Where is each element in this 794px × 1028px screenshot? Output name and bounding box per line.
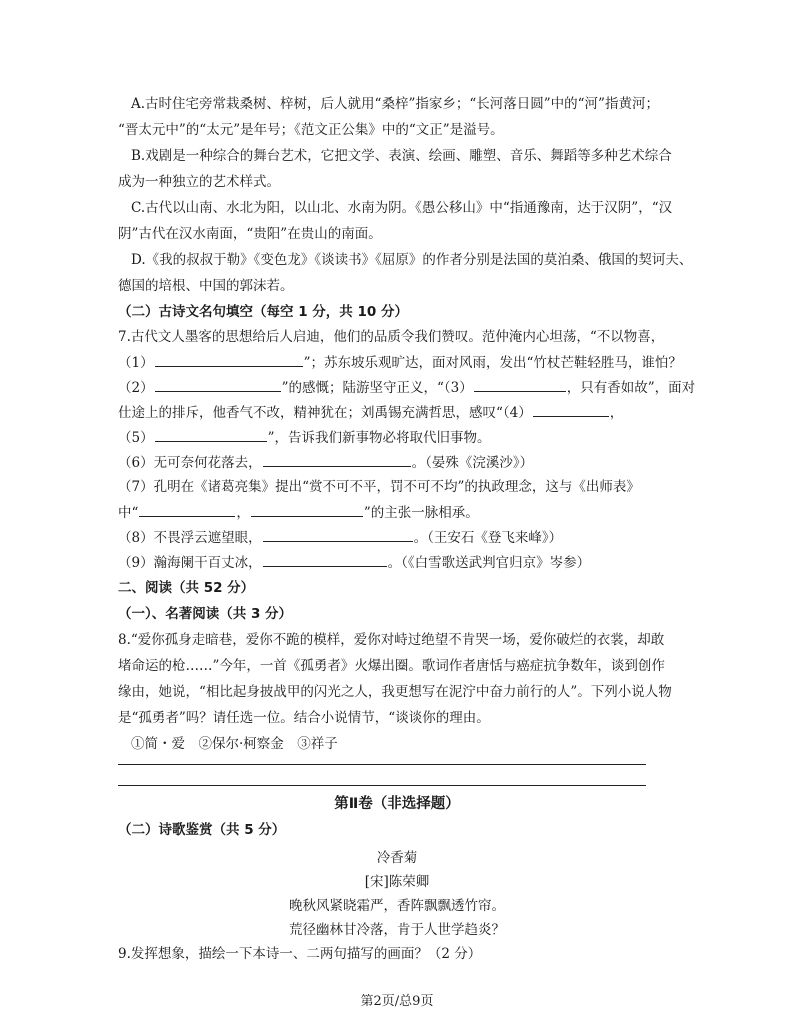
answer-line-1[interactable] bbox=[118, 764, 646, 765]
q6-option-d-line1: D.《我的叔叔于勒》《变色龙》《谈读书》《屈原》的作者分别是法国的莫泊桑、俄国的契诃夫、 bbox=[131, 252, 693, 268]
q7-line-4 bbox=[118, 427, 491, 448]
q7-text-6: ”，告诉我们新事物必将取代旧事物。 bbox=[267, 430, 491, 446]
answer-line-2[interactable] bbox=[118, 785, 646, 786]
section-heading-poetry: （二）诗歌鉴赏（共 5 分） bbox=[118, 822, 286, 838]
section-heading-fill-in: （二）古诗文名句填空（每空 1 分，共 10 分） bbox=[118, 304, 408, 320]
poem-author: [宋]陈荣卿 bbox=[364, 874, 430, 890]
q7-label-5: （5） bbox=[118, 430, 154, 446]
q7-text-9: 中“ bbox=[118, 505, 139, 521]
q9-question: 9.发挥想象，描绘一下本诗一、二两句描写的画面？（2 分） bbox=[118, 946, 482, 962]
q8-line-1: 8.“爱你孤身走暗巷，爱你不跪的模样，爱你对峙过绝望不肯哭一场，爱你破烂的衣裳，却敢 bbox=[118, 632, 665, 648]
volume-title: 第Ⅱ卷（非选择题） bbox=[334, 796, 460, 812]
q7-text-4: 仕途上的排斥，他香气不改，精神犹在；刘禹锡充满哲思，感叹“（4） bbox=[118, 405, 532, 421]
q6-option-a-line2: “晋太元中”的“太元”是年号；《范文正公集》中的“文正”是溢号。 bbox=[118, 122, 504, 138]
q6-option-b-line2: 成为一种独立的艺术样式。 bbox=[118, 174, 280, 190]
answer-blank-9[interactable] bbox=[263, 527, 413, 542]
q7-line-8 bbox=[118, 527, 562, 548]
q7-text-7: （6）无可奈何花落去， bbox=[118, 455, 262, 471]
q7-text-1: ”；苏东坡乐观旷达，面对风雨，发出“竹杖芒鞋轻胜马，谁怕？ bbox=[303, 355, 682, 371]
answer-blank-7[interactable] bbox=[139, 502, 235, 517]
q8-line-2: 堵命运的枪……”今年，一首《孤勇者》火爆出圈。歌词作者唐恬与癌症抗争数年，谈到创作 bbox=[118, 658, 665, 674]
q7-line-7 bbox=[118, 502, 479, 523]
q7-line-6: （7）孔明在《诸葛亮集》提出“赏不可不平，罚不可不均”的执政理念，这与《出师表》 bbox=[118, 479, 640, 495]
page-footer: 第2页/总9页 bbox=[360, 994, 434, 1009]
q7-text-10: ， bbox=[236, 505, 250, 521]
answer-blank-3[interactable] bbox=[474, 377, 566, 392]
q6-option-c-line1: C.古代以山南、水北为阳，以山北、水南为阴。《愚公移山》中“指通豫南，达于汉阴”，“汉 bbox=[131, 200, 673, 216]
q8-line-3: 缘由，她说，“相比起身披战甲的闪光之人，我更想写在泥泞中奋力前行的人”。下列小说人物 bbox=[118, 684, 672, 700]
q8-line-4: 是“孤勇者”吗？请任选一位。结合小说情节，“谈谈你的理由。 bbox=[118, 710, 490, 726]
answer-blank-8[interactable] bbox=[251, 502, 363, 517]
q8-options: ①简・爱 ②保尔·柯察金 ③祥子 bbox=[131, 736, 338, 752]
answer-blank-5[interactable] bbox=[155, 427, 267, 442]
q7-text-14: （9）瀚海阑干百丈冰， bbox=[118, 555, 262, 571]
q7-text-11: ”的主张一脉相承。 bbox=[363, 505, 479, 521]
answer-blank-2[interactable] bbox=[155, 377, 281, 392]
q6-option-d-line2: 德国的培根、中国的郭沫若。 bbox=[118, 278, 294, 294]
q7-text-12: （8）不畏浮云遮望眼， bbox=[118, 530, 262, 546]
q7-label-1: （1） bbox=[118, 355, 154, 371]
q7-line-2 bbox=[118, 377, 695, 398]
q7-text-13: 。（王安石《登飞来峰》） bbox=[413, 530, 563, 546]
answer-blank-1[interactable] bbox=[155, 352, 303, 367]
q6-option-a-line1: A.古时住宅旁常栽桑树、梓树，后人就用“桑梓”指家乡；“长河落日圆”中的“河”指黄河； bbox=[131, 96, 659, 112]
q6-option-c-line2: 阴”古代在汉水南面，“贵阳”在贵山的南面。 bbox=[118, 226, 382, 242]
q7-line-1 bbox=[118, 352, 682, 373]
q7-text-3: ，只有香如故”，面对 bbox=[566, 380, 696, 396]
answer-blank-10[interactable] bbox=[263, 552, 387, 567]
answer-blank-6[interactable] bbox=[263, 452, 411, 467]
q6-option-b-line1: B.戏剧是一种综合的舞台艺术，它把文学、表演、绘画、雕塑、音乐、舞蹈等多种艺术综合 bbox=[131, 148, 672, 164]
q7-line-3 bbox=[118, 402, 623, 423]
q7-intro: 7.古代文人墨客的思想给后人启迪，他们的品质令我们赞叹。范仲淹内心坦荡，“不以物喜， bbox=[118, 329, 665, 345]
q7-text-2: ”的感慨；陆游坚守正义，“（3） bbox=[281, 380, 473, 396]
poem-title: 冷香菊 bbox=[376, 850, 418, 866]
poem-line-2: 荒径幽林甘冷落，肯于人世学趋炎？ bbox=[289, 922, 505, 938]
answer-blank-4[interactable] bbox=[533, 402, 609, 417]
q7-label-2: （2） bbox=[118, 380, 154, 396]
poem-line-1: 晚秋风紧晓霜严，香阵飘飘透竹帘。 bbox=[289, 898, 505, 914]
q7-text-15: 。（《白雪歌送武判官归京》岑参） bbox=[387, 555, 591, 571]
part-heading-reading: 二、阅读（共 52 分） bbox=[118, 580, 255, 596]
q7-line-5 bbox=[118, 452, 533, 473]
q7-text-8: 。（晏殊《浣溪沙》） bbox=[411, 455, 534, 471]
section-heading-classics: （一）、名著阅读（共 3 分） bbox=[118, 606, 293, 622]
q7-line-9 bbox=[118, 552, 590, 573]
q7-text-5: ， bbox=[609, 405, 624, 421]
